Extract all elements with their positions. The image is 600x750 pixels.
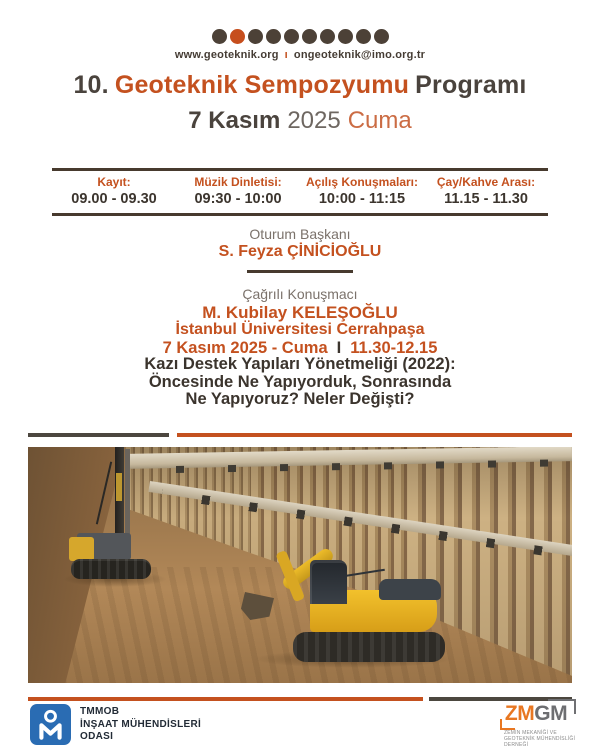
rig-cab [69,537,94,561]
dot [356,29,371,44]
schedule-item-muzik [176,175,300,207]
divider-orange-segment [28,697,423,701]
photo-divider-top [0,433,600,437]
email-link[interactable]: ongeoteknik@imo.org.tr [293,49,426,61]
imo-logo-icon [30,704,71,745]
imo-line3: ODASI [80,731,114,742]
title-highlight: Geoteknik Sempozyumu [114,71,410,99]
zmgm-bracket-gray [548,699,576,714]
zmgm-zm: ZM [504,702,535,725]
imo-logo-text [80,706,201,744]
talk-title-line3: Ne Yapıyoruz? Neler Değişti? [185,390,415,408]
dots-row [0,29,600,44]
title-number: 10. [73,71,109,99]
dot-highlight [230,29,245,44]
schedule-label: Açılış Konuşmaları: [305,175,419,189]
schedule-label: Çay/Kahve Arası: [436,175,536,189]
contact-line [0,49,600,61]
speaker-affiliation: İstanbul Üniversitesi Cerrahpaşa [175,321,425,338]
imo-person-glyph [34,708,67,741]
session-chair-name: S. Feyza ÇİNİCİOĞLU [218,243,382,260]
url-separator: ı [284,49,288,61]
construction-photo [28,447,572,683]
dot [266,29,281,44]
page-title [0,69,600,101]
zmgm-sub-line1: ZEMİN MEKANİĞİ VE [504,730,557,736]
excavator-tracks [293,632,445,662]
dot [284,29,299,44]
event-day: 7 Kasım [188,107,281,134]
talk-title-line1: Kazı Destek Yapıları Yönetmeliği (2022): [144,355,456,373]
rig-tracks [71,559,151,579]
zmgm-logo-block [494,699,578,748]
event-year: 2025 [287,107,341,134]
excavator-engine-cover [379,579,441,600]
zmgm-sub-line2: GEOTEKNİK MÜHENDİSLİĞİ [504,736,576,742]
session-chair-role: Oturum Başkanı [249,226,351,242]
excavator-cabin [310,560,347,604]
dot [374,29,389,44]
talk-title [0,356,600,409]
talk-title-line2: Öncesinde Ne Yapıyorduk, Sonrasında [148,372,452,391]
schedule-item-acilis [300,175,424,207]
dot [320,29,335,44]
imo-logo-block [30,704,201,745]
imo-line2: İNŞAAT MÜHENDİSLERİ [80,718,202,730]
divider-dark-segment [28,433,169,437]
section-divider [247,270,353,273]
event-weekday: Cuma [347,107,412,134]
dot [302,29,317,44]
imo-line1: TMMOB [80,706,120,717]
zmgm-wordmark [494,699,578,727]
speaker-name: M. Kubilay KELEŞOĞLU [202,303,398,322]
dot [212,29,227,44]
photo-drilling-rig [63,447,173,597]
schedule-item-cay [424,175,548,207]
event-date [0,105,600,137]
photo-excavator [193,532,463,677]
schedule-table [52,168,548,216]
schedule-time: 10:00 - 11:15 [318,191,406,207]
divider-orange-segment [177,433,572,437]
speaker-time: 11.30-12.15 [350,339,438,357]
schedule-label: Kayıt: [97,175,131,189]
excavator-handrail [343,569,385,578]
dot [338,29,353,44]
rig-cable [96,462,112,525]
speaker-date: 7 Kasım 2025 - Cuma [162,339,328,357]
schedule-time: 09.00 - 09.30 [71,191,157,207]
zmgm-gm: GM [534,702,568,725]
speaker-role: Çağrılı Konuşmacı [242,286,358,302]
schedule-time: 09:30 - 10:00 [194,191,282,207]
schedule-label: Müzik Dinletisi: [194,175,282,189]
zmgm-sub-line3: DERNEĞİ [504,742,529,748]
dot [248,29,263,44]
zmgm-subtext [504,730,578,748]
schedule-item-kayit [52,175,176,207]
title-suffix: Programı [415,71,527,99]
excavator-bucket [241,592,274,620]
website-link[interactable]: www.geoteknik.org [174,49,279,61]
rig-mast-stripe [116,473,122,501]
datetime-separator: I [336,339,342,357]
zmgm-bracket-orange [500,719,515,730]
schedule-time: 11.15 - 11.30 [444,191,528,207]
